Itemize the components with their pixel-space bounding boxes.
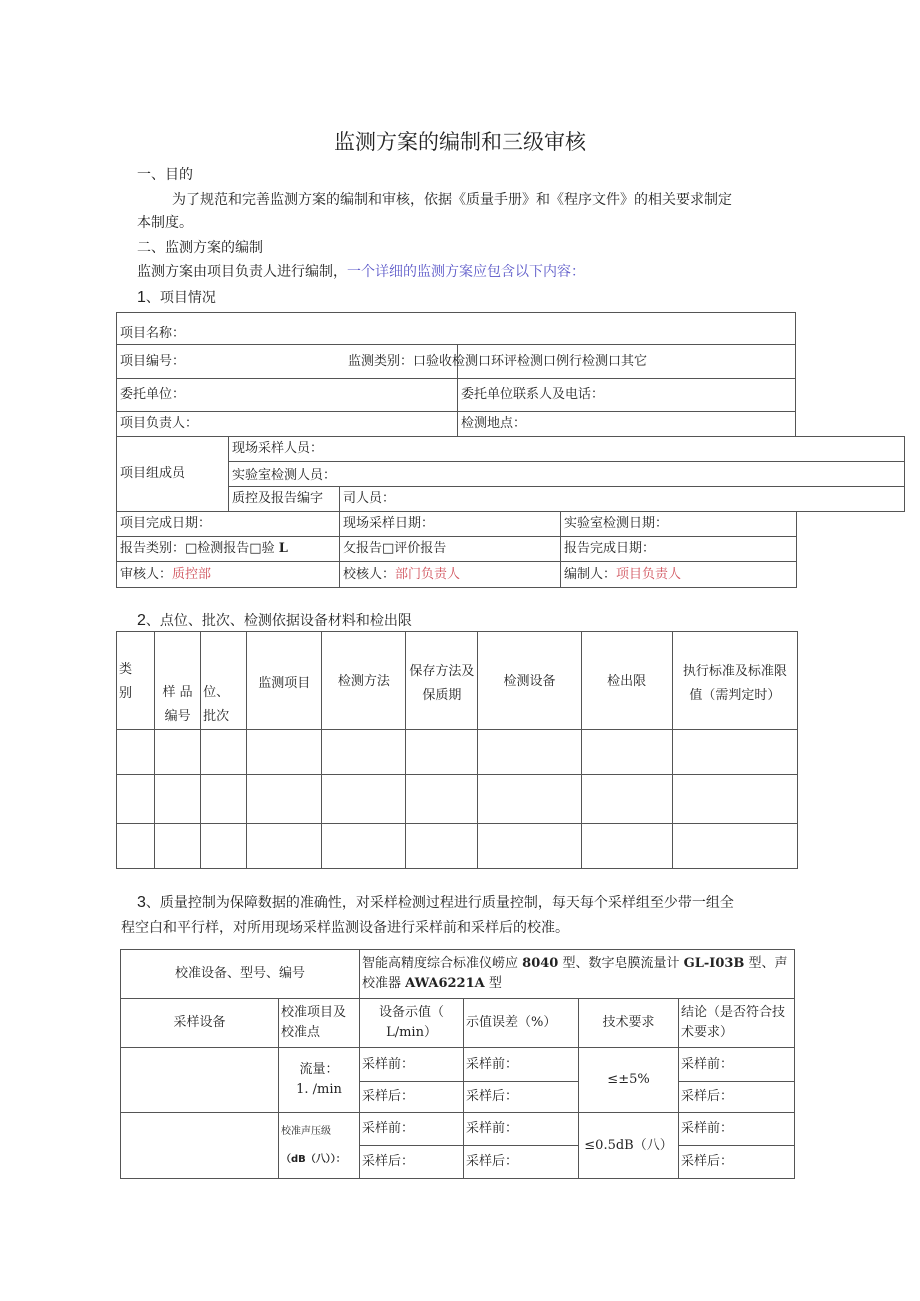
flow-reading-after[interactable]: 采样后： (360, 1082, 464, 1113)
checker-field[interactable]: 校核人：部门负责人 (340, 562, 561, 588)
header-storage-method: 保存方法及 保质期 (406, 632, 478, 730)
header-conclusion: 结论（是否符合技 术要求） (679, 999, 795, 1048)
project-info-table (116, 312, 796, 437)
header-category: 类 别 (117, 632, 155, 730)
flow-calibration-label: 流量： 1. /min (279, 1048, 360, 1113)
header-sample-code: 样 品 编号 (155, 632, 201, 730)
section-1-heading: 一、目的 (137, 167, 193, 183)
header-position-batch: 位、 批次 (201, 632, 247, 730)
sound-error-before[interactable]: 采样前： (464, 1113, 579, 1146)
flow-device-cell[interactable] (121, 1048, 279, 1113)
project-code-field[interactable]: 项目编号： (117, 345, 458, 379)
table-row (117, 775, 798, 824)
lab-staff-field[interactable]: 实验室检测人员： (229, 462, 905, 487)
report-type-field-cont[interactable]: 攵报告□评价报告 (340, 537, 561, 562)
calibration-equipment-label: 校准设备、型号、编号 (121, 950, 360, 999)
flow-conclusion-before[interactable]: 采样前： (679, 1048, 795, 1082)
sound-conclusion-after[interactable]: 采样后： (679, 1146, 795, 1179)
page-title: 监测方案的编制和三级审核 (334, 130, 586, 154)
project-name-field[interactable]: 项目名称： (117, 313, 796, 345)
item-3-line2: 程空白和平行样，对所用现场采样监测设备进行采样前和采样后的校准。 (121, 920, 569, 936)
header-test-method: 检测方法 (322, 632, 406, 730)
sound-reading-before[interactable]: 采样前： (360, 1113, 464, 1146)
item-3-line1: 3、质量控制为保障数据的准确性，对采样检测过程进行质量控制，每天每个采样组至少带一组全 (137, 894, 734, 911)
header-test-equipment: 检测设备 (478, 632, 581, 730)
header-monitor-item: 监测项目 (247, 632, 322, 730)
project-dates-table (116, 511, 797, 588)
members-label: 项目组成员 (117, 437, 229, 512)
sound-device-cell[interactable] (121, 1113, 279, 1179)
header-calibration-item: 校准项目及 校准点 (279, 999, 360, 1048)
item-2-heading: 2、点位、批次、检测依据设备材料和检出限 (137, 612, 412, 629)
header-sampling-device: 采样设备 (121, 999, 279, 1048)
flow-error-after[interactable]: 采样后： (464, 1082, 579, 1113)
complete-date-field[interactable]: 项目完成日期： (117, 512, 340, 537)
header-tech-requirement: 技术要求 (579, 999, 679, 1048)
flow-conclusion-after[interactable]: 采样后： (679, 1082, 795, 1113)
header-device-reading: 设备示值（ L/min） (360, 999, 464, 1048)
project-lead-field[interactable]: 项目负责人： (117, 412, 458, 437)
sound-requirement: ≤0.5dB（八） (579, 1113, 679, 1179)
qc-staff-field[interactable]: 司人员： (340, 487, 905, 512)
lab-date-field[interactable]: 实验室检测日期： (561, 512, 797, 537)
report-type-field[interactable]: 报告类别：□检测报告□验 L (117, 537, 340, 562)
calibration-equipment-value: 智能高精度综合标准仪崂应 8040 型、数字皂膜流量计 GL-I03B 型、声 校准器 AWA6221A 型 (360, 950, 795, 999)
sound-calibration-label: 校准声压级 （dB（八））： (279, 1113, 360, 1179)
reviewer-field[interactable]: 审核人：质控部 (117, 562, 340, 588)
qc-label: 质控及报告编字 (229, 487, 340, 512)
section-2-text (137, 262, 585, 282)
report-date-field[interactable]: 报告完成日期： (561, 537, 797, 562)
section-2-text-blue: 一个详细的监测方案应包含以下内容： (347, 264, 585, 280)
item-1-heading: 1、项目情况 (137, 289, 216, 306)
project-members-table (116, 436, 905, 512)
flow-reading-before[interactable]: 采样前： (360, 1048, 464, 1082)
header-detection-limit: 检出限 (581, 632, 672, 730)
header-standard-limit: 执行标准及标准限 值（需判定时） (672, 632, 797, 730)
flow-requirement: ≤±5% (579, 1048, 679, 1113)
header-reading-error: 示值误差（%） (464, 999, 579, 1048)
section-2-text-black: 监测方案由项目负责人进行编制， (137, 264, 347, 280)
test-location-field[interactable]: 检测地点： (458, 412, 796, 437)
sampling-points-table (116, 631, 798, 869)
client-contact-field[interactable]: 委托单位联系人及电话： (458, 379, 796, 412)
author-field[interactable]: 编制人：项目负责人 (561, 562, 797, 588)
client-field[interactable]: 委托单位： (117, 379, 458, 412)
sound-error-after[interactable]: 采样后： (464, 1146, 579, 1179)
section-1-text-line2: 本制度。 (137, 215, 193, 231)
table-row (117, 730, 798, 775)
sound-conclusion-before[interactable]: 采样前： (679, 1113, 795, 1146)
sound-reading-after[interactable]: 采样后： (360, 1146, 464, 1179)
table-row (117, 824, 798, 869)
calibration-table (120, 949, 795, 1179)
section-2-heading: 二、监测方案的编制 (137, 240, 263, 256)
sampling-date-field[interactable]: 现场采样日期： (340, 512, 561, 537)
flow-error-before[interactable]: 采样前： (464, 1048, 579, 1082)
section-1-text-line1: 为了规范和完善监测方案的编制和审核，依据《质量手册》和《程序文件》的相关要求制定 (172, 192, 732, 208)
monitor-type-field[interactable]: 监测类别：口验收检测口环评检测口例行检测口其它 (458, 345, 796, 379)
field-staff-field[interactable]: 现场采样人员： (229, 437, 905, 462)
